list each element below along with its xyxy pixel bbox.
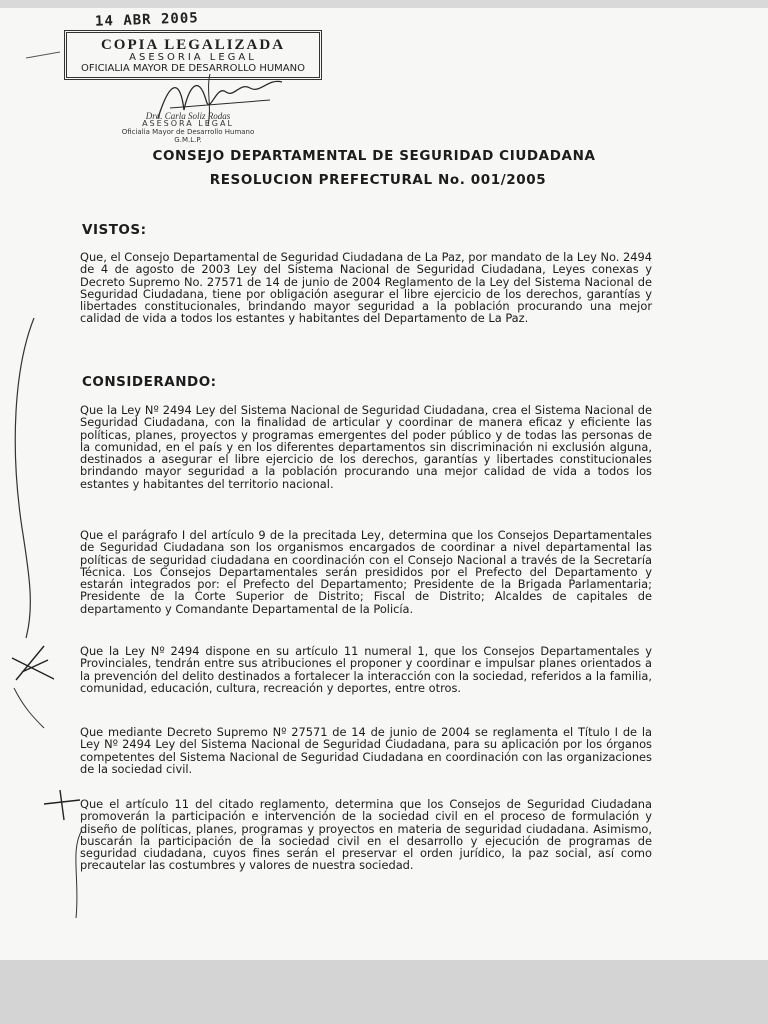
vistos-heading: VISTOS: xyxy=(82,222,147,238)
scan-dash-mark xyxy=(24,50,64,60)
signature-block xyxy=(108,112,268,144)
scan-bottom-margin xyxy=(0,960,768,1024)
resolution-number: RESOLUCION PREFECTURAL No. 001/2005 xyxy=(209,172,547,188)
considerando-paragraph-3: Que la Ley Nº 2494 dispone en su artículo 11 numeral 1, que los Consejos Departamentales y Provinciales, tendrán entre sus atribuciones el proponer y coordinar e impulsar planes orientados a la prevención del delito destinados a fortalecer la interacción con la sociedad, referidos a la familia, comunidad, educación, cultura, recreación y deportes, entre otros. xyxy=(80,644,652,695)
considerando-paragraph-4: Que mediante Decreto Supremo Nº 27571 de 14 de junio de 2004 se reglamenta el Título I de la Ley Nº 2494 Ley del Sistema Nacional de Seguridad Ciudadana, para su aplicación por los órganos competentes del Sistema Nacional de Seguridad Ciudadana en coordinación con las organizaciones de la sociedad civil. xyxy=(80,725,652,776)
considerando-paragraph-5: Que el artículo 11 del citado reglamento, determina que los Consejos de Seguridad Ciudadana promoverán la participación e intervención de la sociedad civil en el proceso de formulación y diseño de políticas, planes, programas y proyectos en materia de seguridad ciudadana. Asimismo, buscarán la participación de la sociedad civil en el desarrollo y ejecución de programas de seguridad ciudadana, cuyos fines serán el preservar el orden jurídico, la paz social, así como precautelar las costumbres y valores de nuestra sociedad. xyxy=(80,797,652,873)
document-heading xyxy=(80,148,660,188)
stamp-title: COPIA LEGALIZADA xyxy=(100,37,286,53)
signer-org: G.M.L.P. xyxy=(174,136,202,144)
signer-role: ASESORA LEGAL xyxy=(142,119,234,128)
vistos-paragraph: Que, el Consejo Departamental de Seguridad Ciudadana de La Paz, por mandato de la Ley No. 2494 de 4 de agosto de 2003 Ley del Sistema Nacional de Seguridad Ciudadana, Leyes conexas y Decreto Supremo No. 27571 de 14 de junio de 2004 Reglamento de la Ley del Sistema Nacional de Seguridad Ciudadana, tiene por obligación asegurar el libre ejercicio de los derechos, garantías y libertades constitucionales, brindando mayor seguridad a la población procurando una mejor calidad de vida a todos los estantes y habitantes del Departamento de La Paz. xyxy=(80,250,652,326)
considerando-paragraph-1: Que la Ley Nº 2494 Ley del Sistema Nacional de Seguridad Ciudadana, crea el Sistema Nacional de Seguridad Ciudadana, con la finalidad de articular y coordinar de manera eficaz y eficiente las políticas, planes, proyectos y programas emergentes del poder público y de todas las personas de la comunidad, en el país y en los diferentes departamentos sin discriminación ni exclusión alguna, destinados a asegurar el libre ejercicio de los derechos, garantías y libertades constitucionales brindando mayor seguridad a la población procurando una mejor calidad de vida a todos los estantes y habitantes del territorio nacional. xyxy=(80,403,652,491)
document-page xyxy=(0,8,768,960)
signer-office: Oficialia Mayor de Desarrollo Humano xyxy=(121,128,255,136)
stamp-office: ASESORIA LEGAL xyxy=(129,52,257,63)
stamp-department: OFICIALIA MAYOR DE DESARROLLO HUMANO xyxy=(81,63,305,74)
date-stamp: 14 ABR 2005 xyxy=(94,10,199,30)
council-title: CONSEJO DEPARTAMENTAL DE SEGURIDAD CIUDADANA xyxy=(152,148,596,164)
considerando-paragraph-2: Que el parágrafo I del artículo 9 de la precitada Ley, determina que los Consejos Departamentales de Seguridad Ciudadana son los organismos encargados de coordinar a nivel departamental las políticas de seguridad ciudadana en coordinación con el Consejo Nacional a través de la Secretaría Técnica. Los Consejos Departamentales serán presididos por el Prefecto del Departamento y estarán integrados por: el Prefecto del Departamento; Presidente de la Brigada Parlamentaria; Presidente de la Corte Superior de Distrito; Fiscal de Distrito; Alcaldes de capitales de departamento y Comandante Departamental de la Policía. xyxy=(80,528,652,616)
margin-cross-mark xyxy=(40,790,90,920)
signer-name: Dra. Carla Soliz Rodas xyxy=(145,111,231,121)
margin-bracket-mark xyxy=(4,308,54,748)
considerando-heading: CONSIDERANDO: xyxy=(82,374,217,390)
